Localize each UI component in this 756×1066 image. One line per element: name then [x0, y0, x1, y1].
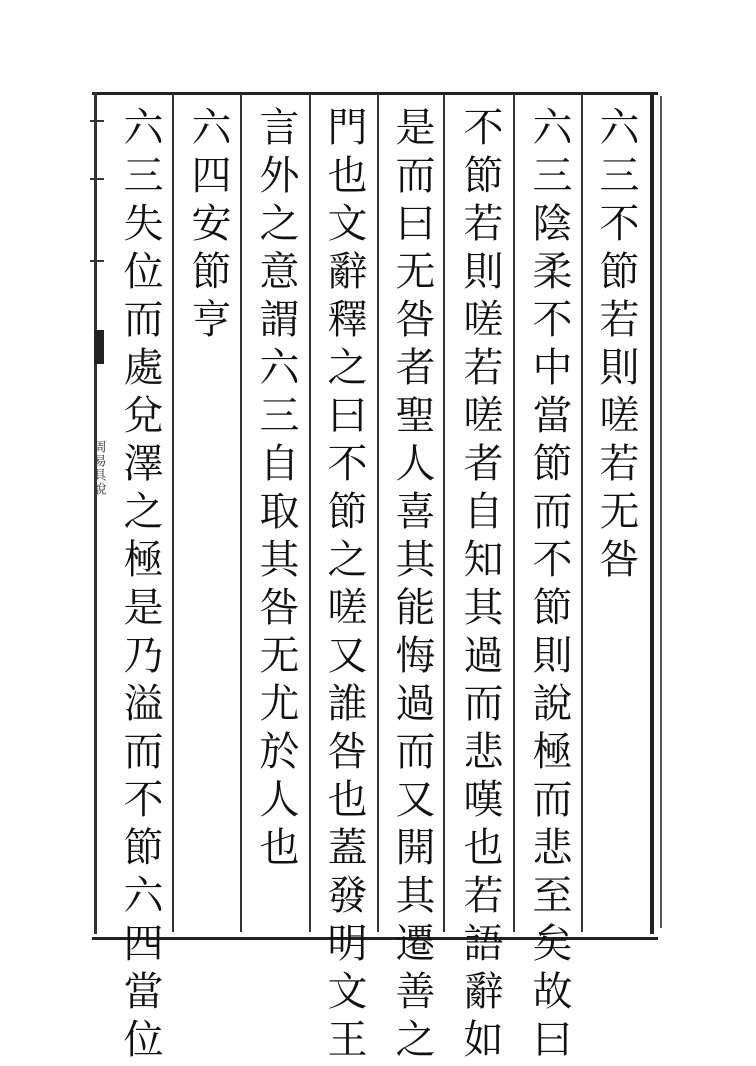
margin-book-title: 周易具說 [90, 440, 106, 496]
text-column-8: 六三失位而處兌澤之極是乃溢而不節六四當位 [117, 106, 163, 1066]
text-column-4: 是而曰无咎者聖人喜其能悔過而又開其遷善之 [389, 106, 435, 1066]
text-column-6: 言外之意謂六三自取其咎无尤於人也 [253, 106, 299, 874]
text-column-5: 門也文辭釋之曰不節之嗟又誰咎也蓋發明文王 [321, 106, 367, 1066]
margin-mark [90, 260, 104, 262]
column-divider [581, 94, 583, 932]
right-border-inner [660, 96, 662, 928]
column-divider [377, 94, 379, 932]
column-divider [240, 94, 242, 932]
margin-fishtail [94, 330, 104, 364]
text-column-3: 不節若則嗟若嗟者自知其過而悲嘆也若語辭如 [457, 106, 503, 1066]
right-border [650, 92, 654, 934]
text-column-1: 六三不節若則嗟若无咎 [593, 106, 639, 586]
left-border [94, 92, 97, 934]
column-divider [443, 94, 445, 932]
column-divider [513, 94, 515, 932]
column-divider [172, 94, 174, 932]
column-divider [309, 94, 311, 932]
text-column-2: 六三陰柔不中當節而不節則說極而悲至矣故曰 [526, 106, 572, 1066]
text-column-7: 六四安節亨 [185, 106, 231, 346]
margin-mark [90, 178, 104, 180]
margin-mark [90, 120, 104, 122]
